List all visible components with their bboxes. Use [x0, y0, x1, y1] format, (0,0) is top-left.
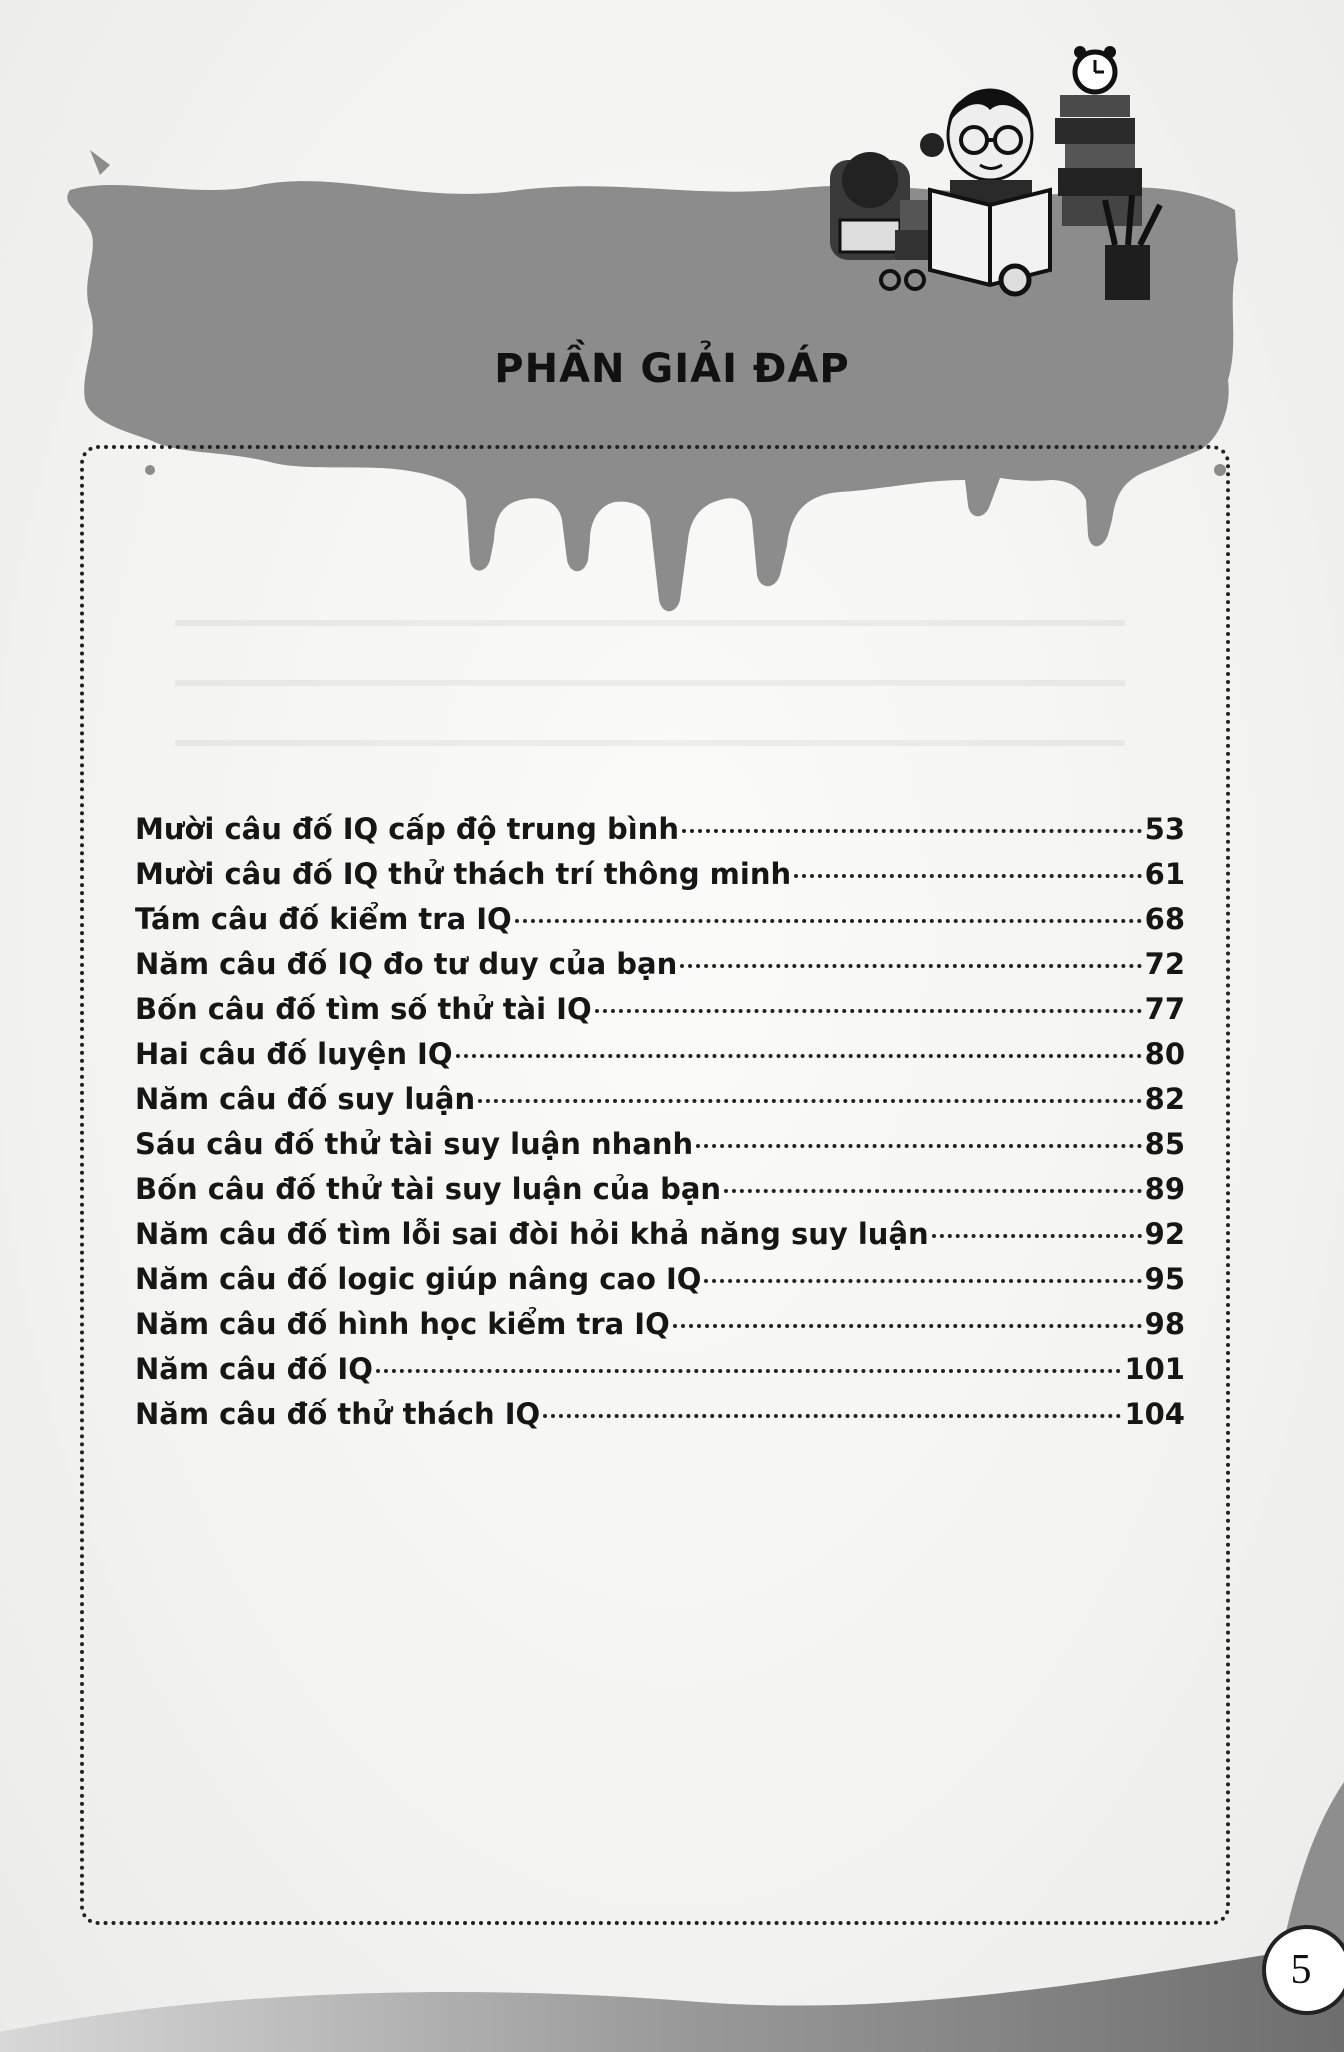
toc-entry[interactable]	[135, 1082, 1185, 1127]
toc-entry-title: Năm câu đố tìm lỗi sai đòi hỏi khả năng suy luận	[135, 1217, 929, 1251]
section-heading: PHẦN GIẢI ĐÁP	[494, 346, 850, 392]
toc-entry[interactable]	[135, 1037, 1185, 1082]
page-number-badge: 5	[1262, 1925, 1344, 2015]
dot-leader	[724, 1189, 1142, 1193]
toc-entry-page: 104	[1124, 1397, 1185, 1431]
dot-leader	[673, 1324, 1142, 1328]
toc-entry[interactable]	[135, 1307, 1185, 1352]
toc-entry-page: 80	[1144, 1037, 1185, 1071]
boy-reading-illustration	[820, 40, 1180, 310]
dot-leader	[595, 1009, 1142, 1013]
toc-entry-title: Năm câu đố IQ	[135, 1352, 373, 1386]
toc-entry-page: 68	[1144, 902, 1185, 936]
toc-entry-page: 101	[1124, 1352, 1185, 1386]
toc-entry-page: 53	[1144, 812, 1185, 846]
dot-leader	[543, 1414, 1121, 1418]
toc-entry[interactable]	[135, 1172, 1185, 1217]
toc-entry-title: Bốn câu đố tìm số thử tài IQ	[135, 992, 592, 1026]
boy-figure	[930, 90, 1050, 285]
bottom-paint-swoosh	[0, 1922, 1344, 2052]
toc-entry-page: 77	[1144, 992, 1185, 1026]
toc-entry-title: Năm câu đố thử thách IQ	[135, 1397, 541, 1431]
toc-entry-title: Mười câu đố IQ thử thách trí thông minh	[135, 857, 792, 891]
dot-leader	[696, 1144, 1141, 1148]
toc-entry-title: Năm câu đố logic giúp nâng cao IQ	[135, 1262, 702, 1296]
glasses-icon	[881, 271, 924, 289]
toc-entry-title: Tám câu đố kiểm tra IQ	[135, 902, 512, 936]
toc-entry-page: 85	[1144, 1127, 1185, 1161]
dot-leader	[794, 874, 1142, 878]
toc-entry-title: Năm câu đố hình học kiểm tra IQ	[135, 1307, 670, 1341]
toc-entry[interactable]	[135, 1397, 1185, 1442]
toc-entry[interactable]	[135, 857, 1185, 902]
toc-entry-title: Sáu câu đố thử tài suy luận nhanh	[135, 1127, 694, 1161]
toc-entry[interactable]	[135, 1217, 1185, 1262]
toc-entry[interactable]	[135, 992, 1185, 1037]
dot-leader	[376, 1369, 1122, 1373]
dot-leader	[456, 1054, 1142, 1058]
dot-leader	[932, 1234, 1142, 1238]
toc-entry-page: 72	[1144, 947, 1185, 981]
toc-entry[interactable]	[135, 1352, 1185, 1397]
toc-entry-page: 92	[1144, 1217, 1185, 1251]
dot-leader	[478, 1099, 1141, 1103]
toc-entry-page: 82	[1144, 1082, 1185, 1116]
toc-entry[interactable]	[135, 1127, 1185, 1172]
toc-entry-page: 95	[1144, 1262, 1185, 1296]
toc-entry-page: 98	[1144, 1307, 1185, 1341]
toc-entry[interactable]	[135, 902, 1185, 947]
toc-entry-page: 61	[1144, 857, 1185, 891]
dot-leader	[682, 829, 1142, 833]
dot-leader	[704, 1279, 1141, 1283]
toc-entry-title: Năm câu đố IQ đo tư duy của bạn	[135, 947, 678, 981]
toc-entry-title: Mười câu đố IQ cấp độ trung bình	[135, 812, 679, 846]
toc-entry[interactable]	[135, 1262, 1185, 1307]
toc-entry-page: 89	[1144, 1172, 1185, 1206]
toc-entry[interactable]	[135, 812, 1185, 857]
toc-entry-title: Năm câu đố suy luận	[135, 1082, 476, 1116]
table-of-contents	[135, 812, 1185, 1442]
toc-entry-title: Bốn câu đố thử tài suy luận của bạn	[135, 1172, 722, 1206]
toc-entry[interactable]	[135, 947, 1185, 992]
toc-entry-title: Hai câu đố luyện IQ	[135, 1037, 453, 1071]
alarm-clock-icon	[1074, 46, 1116, 92]
dot-leader	[680, 964, 1141, 968]
dot-leader	[515, 919, 1142, 923]
